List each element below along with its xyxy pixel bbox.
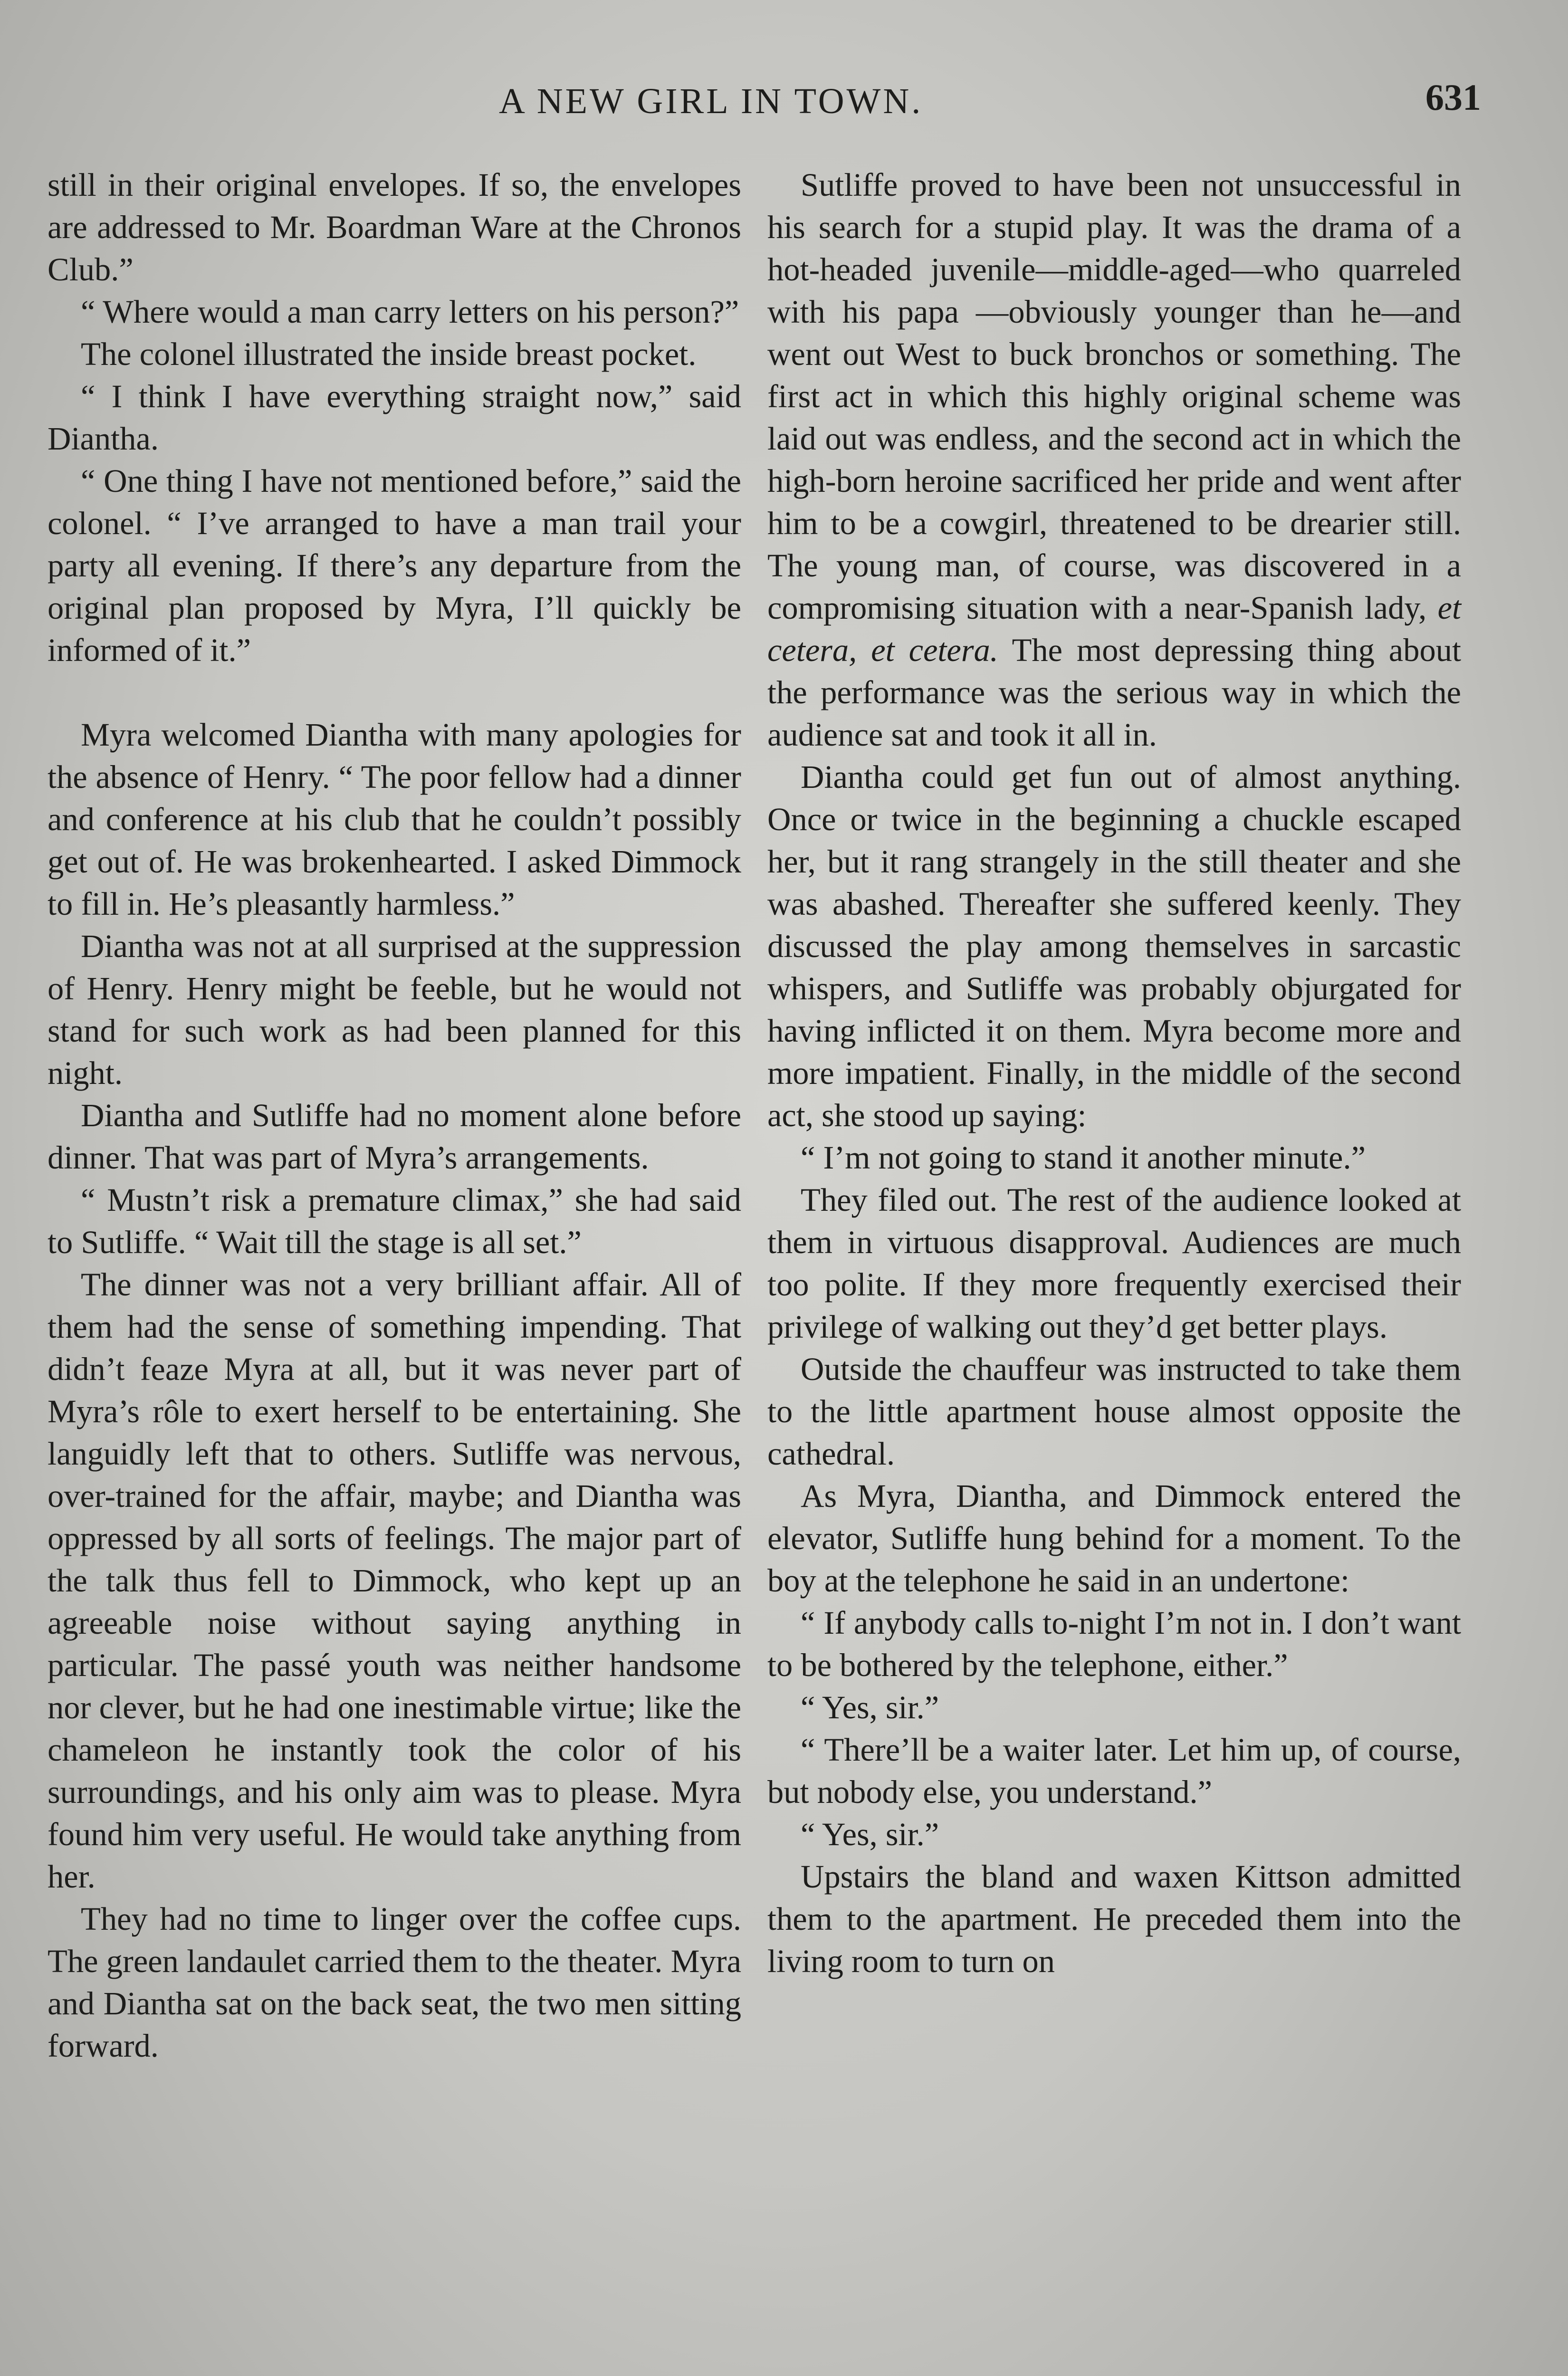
paragraph: Diantha and Sutliffe had no moment alone before dinner. That was part of Myra’s arrangements. <box>48 1097 741 1176</box>
paragraph: “ I’m not going to stand it another minute.” <box>801 1140 1366 1176</box>
left-column <box>48 164 741 2067</box>
paragraph: The dinner was not a very brilliant affair. All of them had the sense of something impending. That didn’t feaze Myra at all, but it was never part of Myra’s rôle to exert herself to be entertaining. She languidly left that to others. Sutliffe was nervous, over-trained for the affair, maybe; and Diantha was oppressed by all sorts of feelings. The major part of the talk thus fell to Dimmock, who kept up an agreeable noise without saying anything in particular. The passé youth was neither handsome nor clever, but he had one inestimable virtue; like the chameleon he instantly took the color of his surroundings, and his only aim was to please. Myra found him very useful. He would take anything from her. <box>48 1266 741 1895</box>
page-header <box>0 76 1568 133</box>
paragraph: “ Mustn’t risk a premature climax,” she had said to Sutliffe. “ Wait till the stage is all set.” <box>48 1182 741 1260</box>
paragraph: “ Where would a man carry letters on his person?” <box>81 294 739 330</box>
paragraph-text: Sutliffe proved to have been not unsuccessful in his search for a stupid play. It was the drama of a hot-headed juvenile—middle-aged—who quarreled with his papa —obviously younger than he—and went out West to buck bronchos or something. The first act in which this highly original scheme was laid out was endless, and the second act in which the high-born heroine sacrificed her pride and went after him to be a cowgirl, threatened to be drearier still. The young man, of course, was discovered in a compromising situation with a near-Spanish lady, <box>767 167 1461 626</box>
italic-phrase: et cetera, et cetera. <box>767 590 1462 668</box>
paragraph: The colonel illustrated the inside breast pocket. <box>81 336 697 372</box>
paragraph: still in their original envelopes. If so, the envelopes are addressed to Mr. Boardman Ware at the Chronos Club.” <box>48 167 741 287</box>
paragraph: “ One thing I have not mentioned before,” said the colonel. “ I’ve arranged to have a man trail your party all evening. If there’s any departure from the original plan proposed by Myra, I’ll quickly be informed of it.” <box>48 463 741 668</box>
paragraph-text: The most depressing thing about the performance was the serious way in which the audience sat and took it all in. <box>767 632 1461 753</box>
paragraph: “ Yes, sir.” <box>801 1689 939 1725</box>
paragraph: They filed out. The rest of the audience looked at them in virtuous disapproval. Audiences are much too polite. If they more frequently exercised their privilege of walking out they’d get better plays. <box>767 1182 1461 1345</box>
running-title: A NEW GIRL IN TOWN. <box>499 81 923 121</box>
paragraph: Upstairs the bland and waxen Kittson admitted them to the apartment. He preceded them into the living room to turn on <box>767 1859 1461 1979</box>
paragraph: Diantha was not at all surprised at the suppression of Henry. Henry might be feeble, but he would not stand for such work as had been planned for this night. <box>48 928 741 1091</box>
paragraph: As Myra, Diantha, and Dimmock entered the elevator, Sutliffe hung behind for a moment. To the boy at the telephone he said in an undertone: <box>767 1478 1461 1599</box>
right-column <box>767 164 1461 1983</box>
paragraph: Outside the chauffeur was instructed to take them to the little apartment house almost opposite the cathedral. <box>767 1351 1461 1472</box>
paragraph: Diantha could get fun out of almost anything. Once or twice in the beginning a chuckle escaped her, but it rang strangely in the still theater and she was abashed. Thereafter she suffered keenly. They discussed the play among themselves in sarcastic whispers, and Sutliffe was probably objurgated for having inflicted it on them. Myra become more and more impatient. Finally, in the middle of the second act, she stood up saying: <box>767 759 1461 1133</box>
page-number: 631 <box>1425 77 1481 118</box>
paragraph <box>767 164 1461 756</box>
paragraph: “ There’ll be a waiter later. Let him up, of course, but nobody else, you understand.” <box>767 1732 1461 1810</box>
paragraph: “ Yes, sir.” <box>801 1816 939 1852</box>
paragraph: Myra welcomed Diantha with many apologies for the absence of Henry. “ The poor fellow had a dinner and conference at his club that he couldn’t possibly get out of. He was brokenhearted. I asked Dimmock to fill in. He’s pleasantly harmless.” <box>48 717 741 922</box>
paragraph: They had no time to linger over the coffee cups. The green landaulet carried them to the theater. Myra and Diantha sat on the back seat, the two men sitting forward. <box>48 1901 741 2064</box>
paragraph: “ If anybody calls to-night I’m not in. I don’t want to be bothered by the telephone, either.” <box>767 1605 1461 1683</box>
paragraph: “ I think I have everything straight now,” said Diantha. <box>48 378 741 457</box>
